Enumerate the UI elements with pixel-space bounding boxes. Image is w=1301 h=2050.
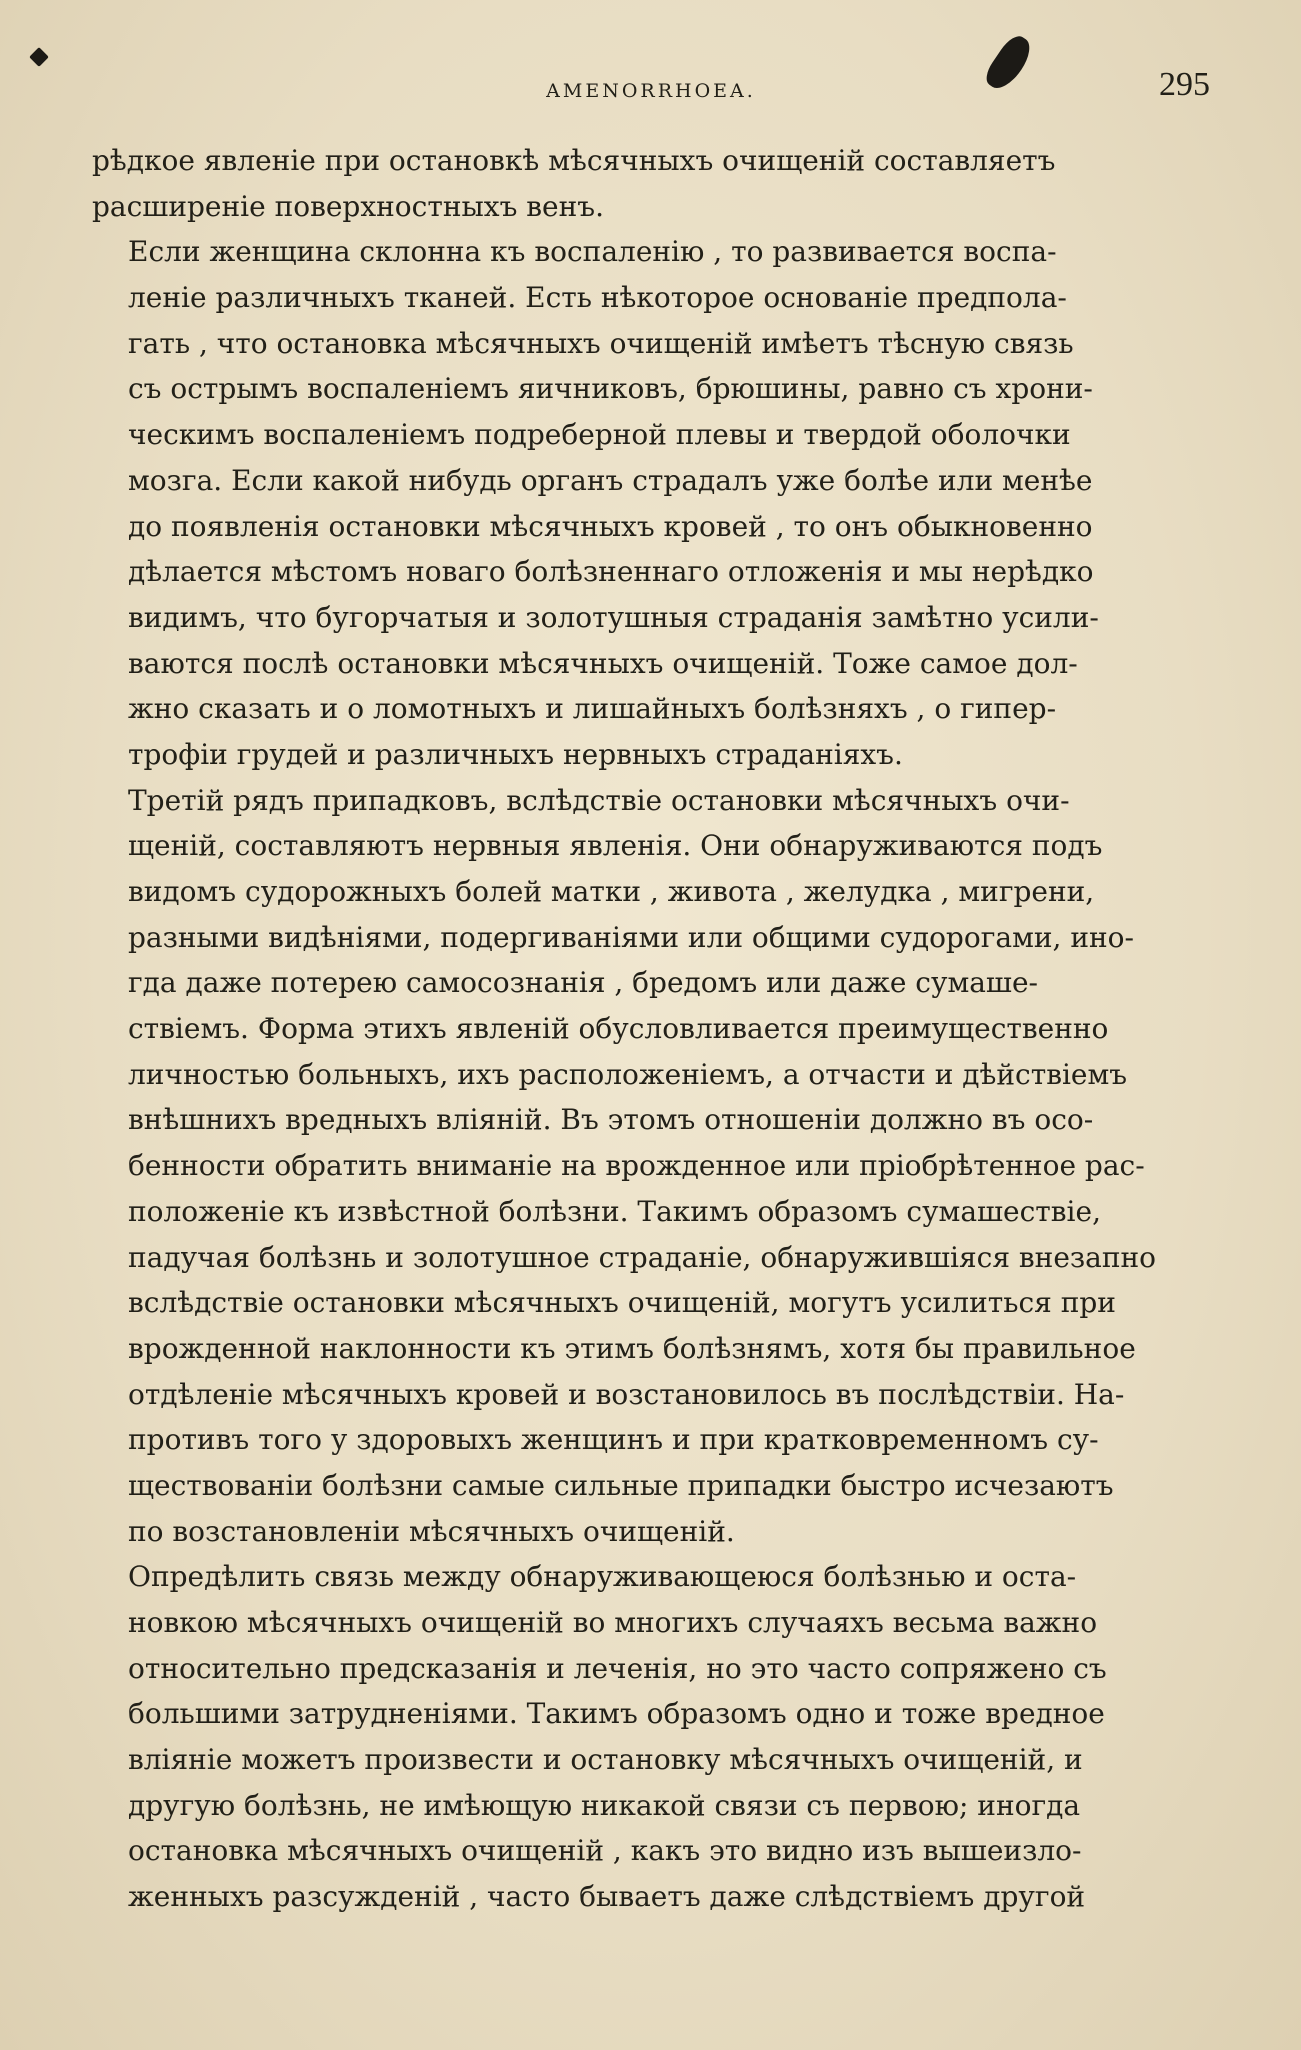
text-line: падучая болѣзнь и золотушное страданіе, обнаружившіяся внезапно: [128, 1240, 1157, 1274]
text-line: трофіи грудей и различныхъ нервныхъ страданіяхъ.: [128, 737, 903, 771]
paragraph: [92, 138, 1210, 229]
page-number: 295: [1159, 66, 1210, 103]
text-line: Если женщина склонна къ воспаленію , то развивается воспа-: [128, 235, 1057, 269]
text-line: ствіемъ. Форма этихъ явленій обусловливается преимущественно: [128, 1012, 1109, 1046]
text-line: мозга. Если какой нибудь органъ страдалъ уже болѣе или менѣе: [128, 463, 1093, 497]
running-head: [92, 66, 1210, 112]
text-line: противъ того у здоровыхъ женщинъ и при кратковременномъ су-: [128, 1423, 1099, 1457]
text-line: до появленія остановки мѣсячныхъ кровей , то онъ обыкновенно: [128, 509, 1093, 543]
text-line: Третій рядъ припадковъ, вслѣдствіе остановки мѣсячныхъ очи-: [128, 783, 1070, 817]
text-line: большими затрудненіями. Такимъ образомъ одно и тоже вредное: [128, 1697, 1105, 1731]
text-line: видомъ судорожныхъ болей матки , живота , желудка , мигрени,: [128, 875, 1095, 908]
text-line: щеній, составляютъ нервныя явленія. Они обнаруживаются подъ: [128, 829, 1103, 863]
text-line: съ острымъ воспаленіемъ яичниковъ, брюшины, равно съ хрони-: [128, 372, 1093, 406]
text-line: вліяніе можетъ произвести и остановку мѣсячныхъ очищеній, и: [128, 1743, 1083, 1777]
paragraph: [92, 229, 1210, 777]
text-line: дѣлается мѣстомъ новаго болѣзненнаго отложенія и мы нерѣдко: [128, 555, 1094, 589]
text-line: другую болѣзнь, не имѣющую никакой связи съ первою; иногда: [128, 1788, 1081, 1822]
text-line: врожденной наклонности къ этимъ болѣзнямъ, хотя бы правильное: [128, 1331, 1136, 1365]
text-line: Опредѣлить связь между обнаруживающеюся болѣзнью и оста-: [128, 1560, 1077, 1594]
text-line: гда даже потерею самосознанія , бредомъ или даже сумаше-: [128, 966, 1038, 1000]
text-line: расширеніе поверхностныхъ венъ.: [92, 189, 604, 223]
text-line: относительно предсказанія и леченія, но это часто сопряжено съ: [128, 1651, 1107, 1685]
text-line: рѣдкое явленіе при остановкѣ мѣсячныхъ очищеній составляетъ: [92, 144, 1056, 177]
text-line: внѣшнихъ вредныхъ вліяній. Въ этомъ отношеніи должно въ осо-: [128, 1103, 1094, 1137]
text-line: гать , что остановка мѣсячныхъ очищеній имѣетъ тѣсную связь: [128, 326, 1074, 360]
paragraph: [92, 778, 1210, 1555]
text-line: женныхъ разсужденій , часто бываетъ даже слѣдствіемъ другой: [128, 1880, 1086, 1914]
text-line: жно сказать и о ломотныхъ и лишайныхъ болѣзняхъ , о гипер-: [128, 692, 1057, 726]
text-line: личностью больныхъ, ихъ расположеніемъ, а отчасти и дѣйствіемъ: [128, 1057, 1128, 1091]
text-line: новкою мѣсячныхъ очищеній во многихъ случаяхъ весьма важно: [128, 1606, 1098, 1639]
text-line: бенности обратить вниманіе на врожденное или пріобрѣтенное рас-: [128, 1149, 1145, 1183]
text-line: ческимъ воспаленіемъ подреберной плевы и твердой оболочки: [128, 418, 1071, 452]
text-line: вслѣдствіе остановки мѣсячныхъ очищеній, могутъ усилиться при: [128, 1286, 1116, 1320]
text-line: остановка мѣсячныхъ очищеній , какъ это видно изъ вышеизло-: [128, 1834, 1082, 1868]
text-line: леніе различныхъ тканей. Есть нѣкоторое основаніе предпола-: [128, 281, 1067, 315]
paragraph: [92, 1554, 1210, 1920]
text-line: видимъ, что бугорчатыя и золотушныя страданія замѣтно усили-: [128, 600, 1099, 634]
text-line: ваются послѣ остановки мѣсячныхъ очищеній. Тоже самое дол-: [128, 646, 1078, 680]
text-line: по возстановленіи мѣсячныхъ очищеній.: [128, 1514, 735, 1548]
body-text: [92, 138, 1210, 1920]
text-line: ществованіи болѣзни самые сильные припадки быстро исчезаютъ: [128, 1468, 1114, 1502]
text-line: отдѣленіе мѣсячныхъ кровей и возстановилось въ послѣдствіи. На-: [128, 1377, 1125, 1411]
text-line: разными видѣніями, подергиваніями или общими судорогами, ино-: [128, 920, 1134, 954]
text-line: положеніе къ извѣстной болѣзни. Такимъ образомъ сумашествіе,: [128, 1194, 1101, 1228]
running-head-title: AMENORRHOEA.: [546, 80, 756, 102]
